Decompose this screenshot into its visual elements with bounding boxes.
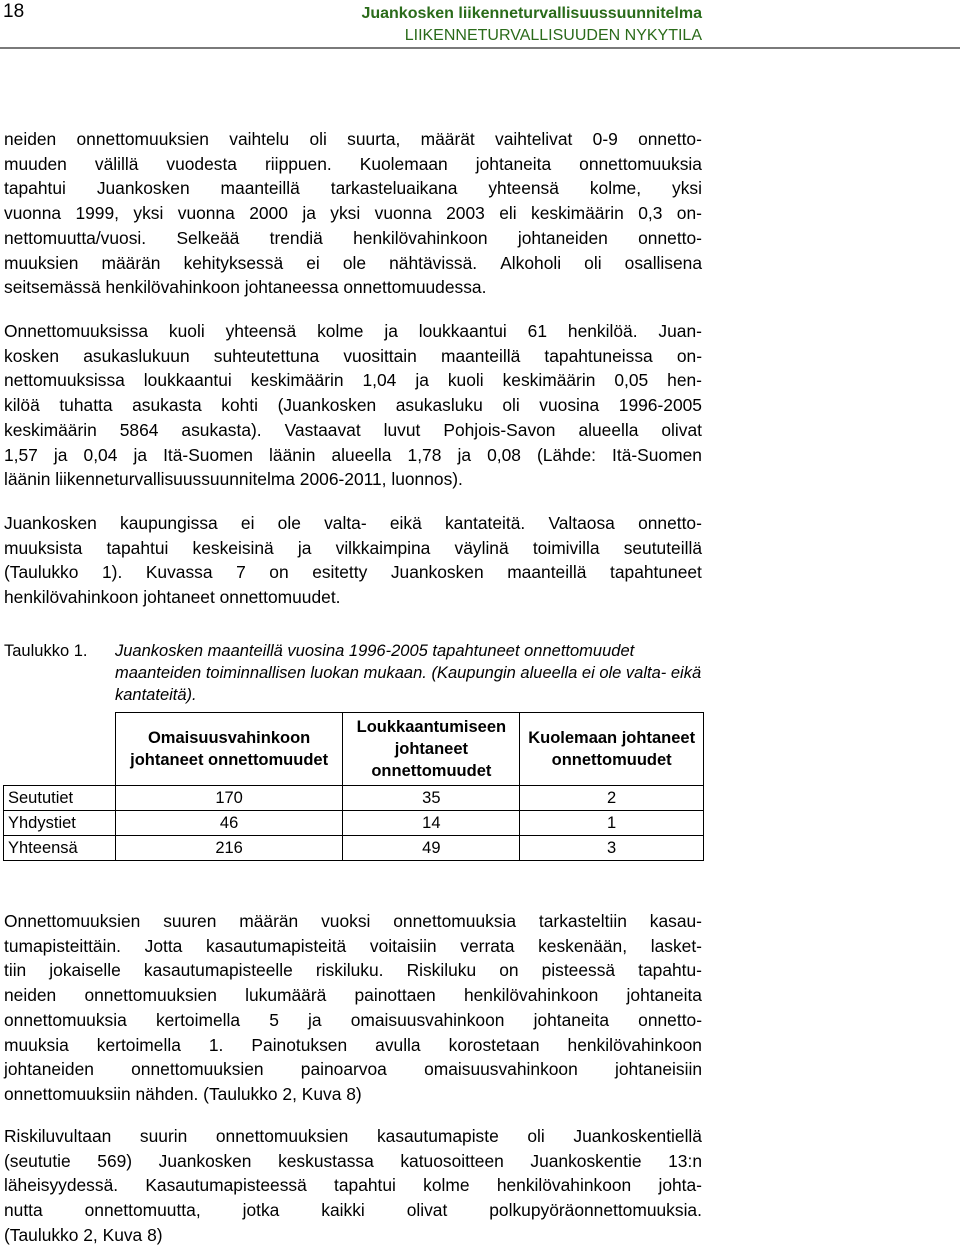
table-caption: Juankosken maanteillä vuosina 1996-2005 tapahtuneet onnettomuudet maanteiden toiminnallisen luokan mukaan. (Kaupungin alueella ei ole valta- eikä kantateitä). [115,642,702,704]
table-cell: 46 [115,811,343,836]
word: (Taulukko [4,562,79,583]
text-line [4,467,702,492]
text-line [4,1173,702,1198]
word: keskeisinä [192,537,274,558]
word: ja [302,203,316,224]
word: tuhatta [59,395,113,416]
word: hen- [667,370,702,391]
text-line [4,443,702,468]
word: avulla [375,1034,421,1055]
word: ja [133,444,147,465]
word: alueella [578,419,639,440]
table-cell: Yhteensä [4,836,116,861]
word: maanteillä [220,178,300,199]
table-header-cell: Omaisuusvahinkoon johtaneet onnettomuudet [115,713,343,786]
table-cell: Seututiet [4,786,116,811]
word: henkilövahinkoon [496,1175,632,1196]
text-line [4,152,702,177]
word: onnettomuuksien [84,985,217,1006]
word: Itä-Suomen [612,444,702,465]
word: ole [277,513,301,533]
word: keskimäärin [531,203,624,224]
word: eli [499,203,517,224]
word: ei [240,513,255,533]
word: suurin [139,1126,188,1146]
text-line [4,1223,702,1248]
text-line-content: (Taulukko 2, Kuva 8) [4,1224,163,1245]
word: toimivilla [532,537,600,558]
word: henkilöä. [567,321,638,341]
word: johtaneiden [517,227,608,248]
word: välillä [94,153,139,174]
word: (Lähde: [536,444,596,465]
word: kilöä [4,395,40,416]
word: vilkkaimpina [335,537,431,558]
text-line [4,275,702,300]
word: 569) [97,1150,133,1171]
table-cell: 216 [115,836,343,861]
word: tapahtui [4,178,66,199]
text-line [4,511,702,536]
text-line-content: henkilövahinkoon johtaneet onnettomuudet. [4,587,341,608]
word: ja [457,444,471,465]
word: Juankosken [96,178,190,199]
word: 1999, [75,203,119,224]
word: johtaneita [475,153,552,174]
word: ja [308,1009,322,1030]
word: (seututie [4,1150,71,1171]
word: lukumäärä [245,985,327,1006]
word: katuosoitteen [400,1150,504,1171]
word: kertoimella [155,1009,241,1030]
word: 1,78 [407,444,442,465]
word: on [499,960,519,981]
word: kertoimella [96,1034,181,1055]
text-line [4,418,702,443]
word: Vastaavat [284,419,361,440]
word: neiden [4,985,57,1006]
text-line [4,1033,702,1058]
word: tapahtuneissa [544,345,653,366]
word: vuonna [177,203,235,224]
word: 5864 [119,419,159,440]
word: jokaiselle [49,960,121,981]
word: Kuvassa [145,562,213,583]
word: vuonna [374,203,432,224]
word: onnetto- [638,513,702,533]
word: kohti [221,395,258,416]
word: vuosittain [343,345,417,366]
word: maanteillä [507,562,587,583]
word: väylinä [454,537,509,558]
word: kuoli [447,370,484,391]
word: vaihtelu [229,129,290,149]
word: onnettomuuksia [393,911,517,931]
word: eikä [389,513,422,533]
word: ei [306,252,320,273]
word: neiden [4,129,57,149]
word: Riskiluvultaan [4,1126,112,1146]
word: onnettomuuksia [579,153,702,174]
word: Pohjois-Savon [443,419,556,440]
word: ole [342,252,367,273]
word: osallisena [624,252,702,273]
word: painoarvoa [300,1059,387,1080]
word: kaikki [321,1200,365,1221]
word: määrän [101,252,161,273]
word: on- [676,203,702,224]
table-cell: 14 [343,811,520,836]
word: 0,08 [487,444,521,465]
table-header-cell [4,713,116,786]
word: nutta [4,1200,43,1221]
word: Valtaosa [548,513,615,533]
table-cell: Yhdystiet [4,811,116,836]
word: johta- [658,1175,702,1196]
table-cell: 35 [343,786,520,811]
text-line [4,201,702,226]
word: Riskiluku [406,960,477,981]
word: omaisuusvahinkoon [424,1059,578,1080]
word: oli [584,252,602,273]
table-row [4,786,704,811]
word: alueella [331,444,392,465]
paragraph [4,319,702,492]
word: vuodesta [166,153,237,174]
word: 0,05 [614,370,649,391]
word: onnettomuuksien [131,1059,264,1080]
word: riskiluku. [315,960,384,981]
table-caption-label: Taulukko 1. [4,642,88,660]
word: vaihtelivat [495,129,573,149]
word: määrät [420,129,475,149]
table-cell: 49 [343,836,520,861]
word: johtaneisiin [614,1059,702,1080]
word: suurta, [347,129,401,149]
word: yksi [133,203,164,224]
word: olivat [661,419,702,440]
word: 1996-2005 [618,395,702,416]
accident-table [3,712,704,861]
word: yhteensä [225,321,297,341]
text-line [4,536,702,561]
table-header-cell: Loukkaantumiseen johtaneet onnettomuudet [343,713,520,786]
page-number: 18 [3,1,25,22]
word: kasautumapisteitä [206,935,347,956]
word: tapahtui [334,1175,396,1196]
word: onnetto- [638,227,702,248]
word: onnettomuuksien [215,1126,349,1146]
text-line [4,127,702,152]
text-line [4,251,702,276]
text-line [4,560,702,585]
word: läänin [269,444,316,465]
text-line [4,1057,702,1082]
word: 2003 [446,203,485,224]
word: on- [676,345,702,366]
word: kosken [4,345,60,366]
text-line [4,1124,702,1149]
word: on [269,562,289,583]
word: kaupungissa [120,513,218,533]
word: ja [384,321,398,341]
word: kantateitä. [444,513,526,533]
text-line [4,1149,702,1174]
word: Juankoskentie [530,1150,642,1171]
word: ja [297,537,312,558]
table-cell: 2 [520,786,704,811]
text-line-content: seitsemässä henkilövahinkoon johtaneessa onnettomuudessa. [4,277,487,298]
word: läheisyydessä. [4,1175,119,1196]
word: Kuolemaan [359,153,448,174]
word: nettomuuksissa [4,370,125,391]
word: keskenään, [538,935,628,956]
word: nähtävissä. [389,252,478,273]
paragraph [4,511,702,610]
word: Juankosken [390,562,484,583]
word: 5 [269,1009,279,1030]
word: Juankosken [4,513,97,533]
word: 0,3 [638,203,663,224]
word: 1). [101,562,123,583]
word: ja [53,444,68,465]
word: lasket- [650,935,702,956]
word: kolme [423,1175,470,1196]
paragraph [4,127,702,300]
word: Alkoholi [500,252,562,273]
word: Juan- [658,321,702,341]
word: tapahtuneet [610,562,702,583]
word: nettomuutta/vuosi. [4,227,147,248]
text-line-content: onnettomuuksiin nähden. (Taulukko 2, Kuva 8) [4,1083,362,1104]
text-line-content: läänin liikenneturvallisuussuunnitelma 2006-2011, luonnos). [4,469,463,490]
word: kasautumapiste [376,1126,499,1146]
word: tumapisteittäin. [4,935,121,956]
word: oli [309,129,327,149]
word: määrän [239,911,299,931]
text-line [4,319,702,344]
word: esitetty [312,562,368,583]
text-line [4,958,702,983]
word: kasau- [649,911,702,931]
word: korostetaan [448,1034,540,1055]
word: (Juankosken [277,395,377,416]
word: johtaneita [626,985,702,1006]
text-line [4,226,702,251]
word: muuksista [4,537,83,558]
running-header [361,3,702,47]
word: loukkaantui [418,321,507,341]
word: keskimäärin [250,370,344,391]
text-line [4,909,702,934]
word: tapahtui [106,537,169,558]
section-title: LIIKENNETURVALLISUUDEN NYKYTILA [404,27,702,44]
word: ja [415,370,429,391]
word: muuden [4,153,67,174]
word: asukasta). [181,419,262,440]
text-line [4,176,702,201]
header-rule [0,47,960,49]
word: Juankosken [158,1150,252,1171]
word: painottaen [354,985,436,1006]
text-line [4,983,702,1008]
word: riippuen. [265,153,332,174]
word: henkilövahinkoon [353,227,488,248]
table-cell: 1 [520,811,704,836]
word: Painotuksen [251,1034,348,1055]
word: keskimäärin [502,370,596,391]
word: Onnettomuuksissa [4,321,149,341]
word: onnetto- [638,1009,702,1030]
text-line [4,1082,702,1107]
word: Juankoskentiellä [573,1126,702,1146]
word: vuoksi [321,911,371,931]
text-line [4,934,702,959]
word: suuren [163,911,217,931]
word: onnettomuuksien [76,129,209,149]
word: henkilövahinkoon [567,1034,702,1055]
word: kolme, [589,178,642,199]
word: oli [502,395,520,416]
word: yhteensä [488,178,559,199]
word: Jotta [144,935,183,956]
word: voitaisiin [369,935,437,956]
word: johtaneiden [4,1059,94,1080]
word: kolme [317,321,364,341]
word: onnettomuuksia [4,1009,127,1030]
table-header-row [4,713,704,786]
text-line [4,344,702,369]
word: polkupyöräonnettomuuksia. [489,1200,702,1221]
table-cell: 170 [115,786,343,811]
text-line [4,585,702,610]
word: 0,04 [83,444,118,465]
word: vuosina [539,395,600,416]
word: 0-9 [592,129,618,149]
word: 13:n [668,1150,702,1171]
word: omaisuusvahinkoon [350,1009,505,1030]
word: muuksia [4,1034,69,1055]
table-row [4,811,704,836]
word: asukasta [132,395,202,416]
paragraph [4,909,702,1107]
word: Itä-Suomen [163,444,253,465]
word: keskustassa [278,1150,374,1171]
word: muuksien [4,252,79,273]
word: olivat [406,1200,448,1221]
text-line [4,393,702,418]
word: 1. [208,1034,224,1055]
word: kasautumapisteelle [143,960,293,981]
table-header-cell: Kuolemaan johtaneet onnettomuudet [520,713,704,786]
word: tiin [4,960,27,981]
document-title: Juankosken liikenneturvallisuussuunnitelma [361,5,702,22]
word: kuoli [168,321,205,341]
text-line [4,1198,702,1223]
word: trendiä [269,227,323,248]
word: onnettomuutta, [84,1200,201,1221]
word: 1,57 [4,444,38,465]
word: suhteutettuna [213,345,320,366]
word: vuonna [4,203,62,224]
table-cell: 3 [520,836,704,861]
table-row [4,836,704,861]
word: tapahtu- [638,960,702,981]
word: tarkasteluaikana [330,178,458,199]
text-line [4,1008,702,1033]
word: asukasluku [395,395,483,416]
word: Selkeää [176,227,240,248]
word: valta- [324,513,367,533]
word: 61 [527,321,548,341]
word: jotka [242,1200,280,1221]
word: yksi [672,178,702,199]
word: loukkaantui [143,370,232,391]
word: henkilövahinkoon [463,985,599,1006]
text-line [4,368,702,393]
word: tarkasteltiin [538,911,627,931]
word: verrata [460,935,515,956]
word: kehityksessä [183,252,284,273]
word: Kasautumapisteessä [145,1175,307,1196]
word: Onnettomuuksien [4,911,141,931]
word: seututeillä [623,537,702,558]
word: pisteessä [541,960,616,981]
word: 2000 [249,203,288,224]
word: 7 [236,562,246,583]
word: onnetto- [638,129,702,149]
word: asukaslukuun [83,345,190,366]
word: maanteillä [440,345,521,366]
word: keskimäärin [4,419,97,440]
word: yksi [330,203,361,224]
word: oli [527,1126,545,1146]
word: luvut [383,419,421,440]
word: johtaneita [533,1009,610,1030]
word: 1,04 [362,370,397,391]
paragraph [4,1124,702,1248]
